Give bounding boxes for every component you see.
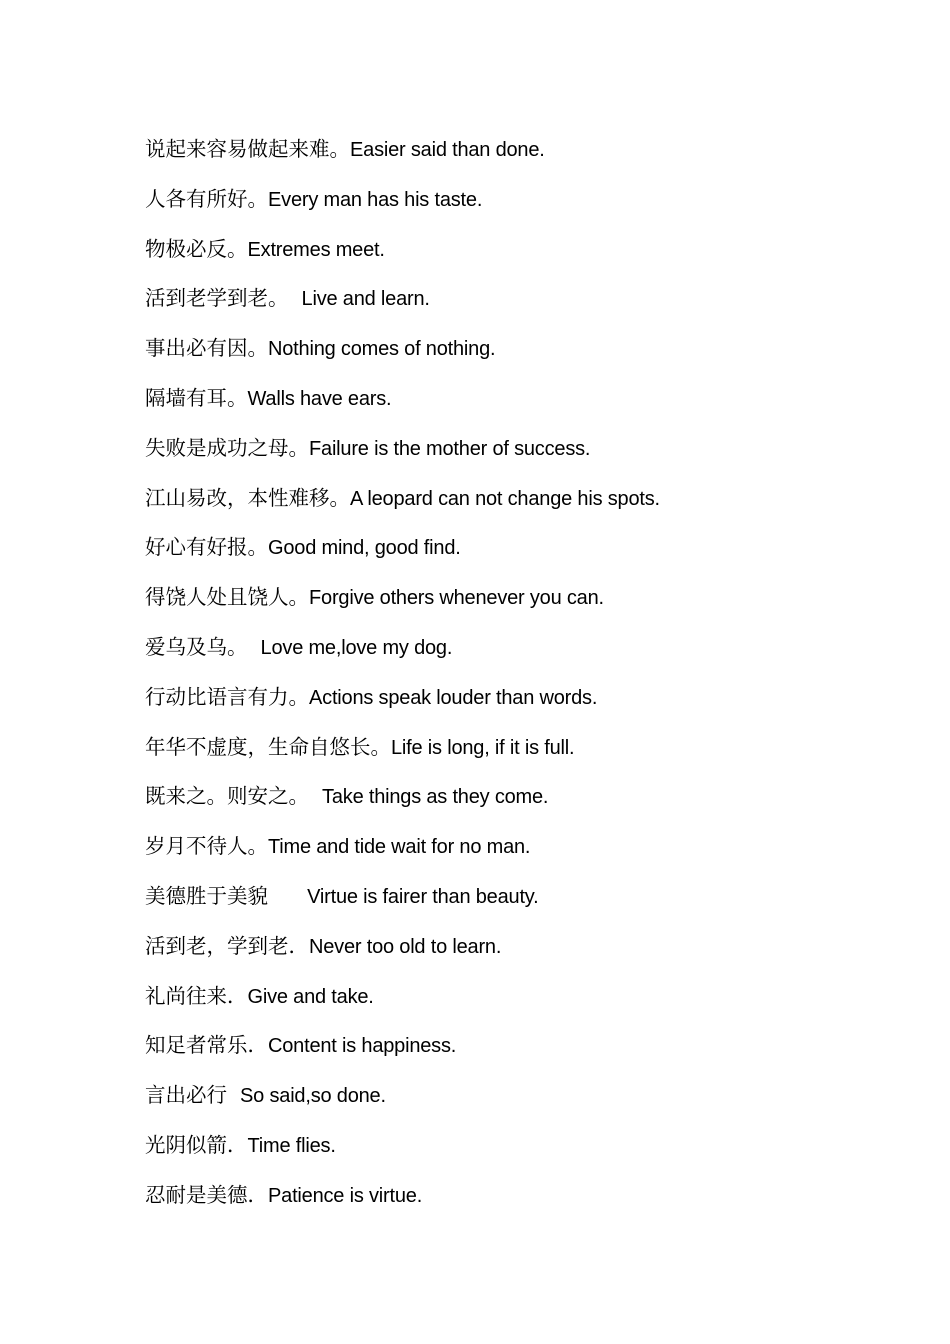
proverb-line <box>145 583 660 633</box>
proverb-chinese: 说起来容易做起来难。 <box>145 137 350 161</box>
proverb-line <box>145 384 660 434</box>
proverb-line <box>145 832 660 882</box>
proverb-chinese: 事出必有因。 <box>145 336 268 361</box>
proverb-chinese: 美德胜于美貌 <box>145 883 308 908</box>
proverb-english: Good mind, good find. <box>268 537 461 560</box>
proverb-chinese: 岁月不待人。 <box>145 834 268 859</box>
proverb-chinese: 失败是成功之母。 <box>145 435 309 460</box>
proverb-line <box>145 135 660 185</box>
proverb-chinese: 光阴似箭． <box>145 1132 248 1157</box>
proverb-english: Time flies. <box>247 1134 336 1157</box>
proverb-line <box>145 185 660 235</box>
proverb-chinese: 知足者常乐． <box>145 1033 268 1058</box>
proverb-chinese: 忍耐是美德． <box>145 1182 268 1207</box>
proverb-line <box>145 434 660 484</box>
proverb-english: Content is happiness. <box>268 1035 457 1058</box>
proverb-chinese: 得饶人处且饶人。 <box>145 585 309 610</box>
proverb-english: Give and take. <box>247 985 374 1008</box>
proverb-chinese: 物极必反。 <box>145 236 248 261</box>
proverb-english: Every man has his taste. <box>268 188 483 211</box>
proverb-line <box>145 982 660 1032</box>
proverb-list <box>145 135 660 1231</box>
proverb-english: Actions speak louder than words. <box>309 686 598 709</box>
proverb-chinese: 年华不虚度，生命自悠长。 <box>145 734 391 759</box>
proverb-line <box>145 733 660 783</box>
proverb-line <box>145 1131 660 1181</box>
proverb-chinese: 活到老，学到老． <box>145 933 309 958</box>
proverb-english: Virtue is fairer than beauty. <box>307 885 539 908</box>
proverb-line <box>145 1081 660 1131</box>
proverb-line <box>145 633 660 683</box>
proverb-chinese: 活到老学到老。 <box>145 286 302 311</box>
proverb-chinese: 礼尚往来． <box>145 983 248 1008</box>
proverb-chinese: 人各有所好。 <box>145 186 268 211</box>
proverb-english: Walls have ears. <box>247 387 392 410</box>
proverb-line <box>145 1031 660 1081</box>
proverb-english: Take things as they come. <box>322 786 549 809</box>
proverb-line <box>145 882 660 932</box>
proverb-chinese: 既来之。则安之。 <box>145 784 323 809</box>
proverb-chinese: 言出必行 <box>145 1083 241 1108</box>
proverb-line <box>145 484 660 534</box>
proverb-english: A leopard can not change his spots. <box>350 487 660 510</box>
proverb-chinese: 江山易改，本性难移。 <box>145 485 350 510</box>
proverb-chinese: 行动比语言有力。 <box>145 684 309 709</box>
proverb-english: Live and learn. <box>301 288 430 311</box>
proverb-line <box>145 533 660 583</box>
proverb-line <box>145 235 660 285</box>
proverb-english: Never too old to learn. <box>309 935 502 958</box>
proverb-english: Nothing comes of nothing. <box>268 338 496 361</box>
proverb-english: Patience is virtue. <box>268 1184 423 1207</box>
proverb-line <box>145 284 660 334</box>
proverb-line <box>145 1181 660 1231</box>
proverb-chinese: 好心有好报。 <box>145 535 268 560</box>
proverb-english: Extremes meet. <box>247 238 385 261</box>
proverb-english: Forgive others whenever you can. <box>309 587 604 610</box>
proverb-line <box>145 334 660 384</box>
proverb-chinese: 爱乌及乌。 <box>145 634 261 659</box>
proverb-english: Easier said than done. <box>350 139 545 161</box>
proverb-english: Time and tide wait for no man. <box>268 836 531 859</box>
proverb-line <box>145 683 660 733</box>
proverb-line <box>145 932 660 982</box>
proverb-english: Love me,love my dog. <box>260 636 453 659</box>
proverb-english: Life is long, if it is full. <box>391 736 575 759</box>
proverb-english: Failure is the mother of success. <box>309 437 591 460</box>
proverb-chinese: 隔墙有耳。 <box>145 385 248 410</box>
proverb-line <box>145 782 660 832</box>
proverb-english: So said,so done. <box>240 1085 386 1108</box>
